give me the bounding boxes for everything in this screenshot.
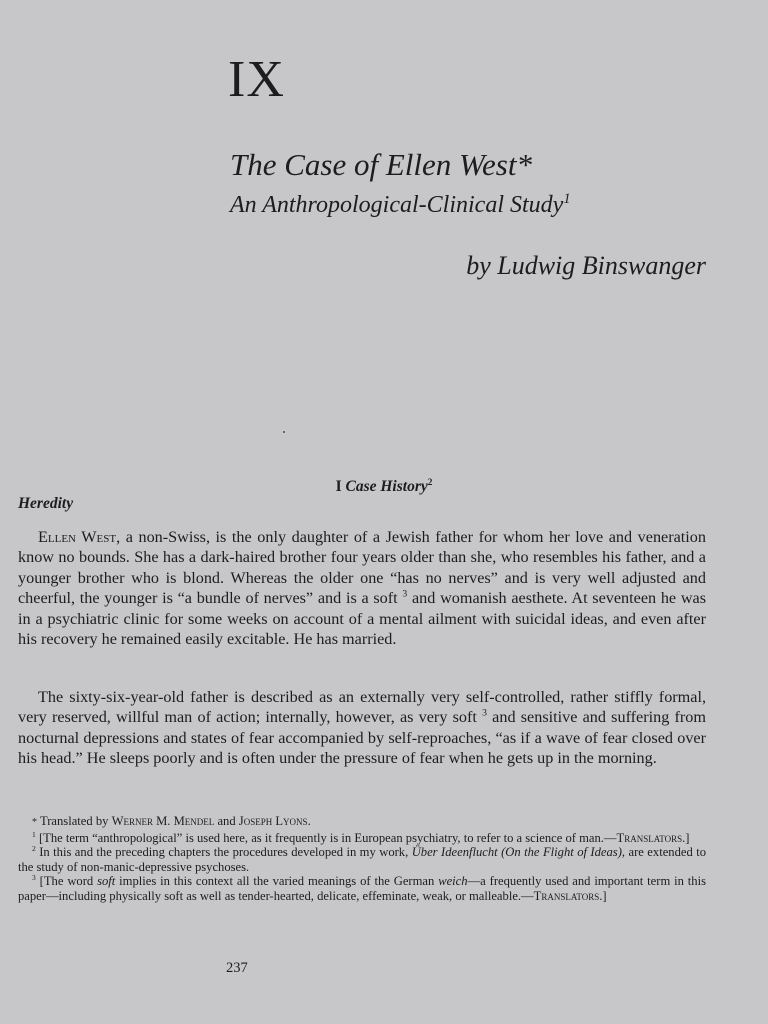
footnote-3-text-a: [The word	[39, 874, 98, 889]
footnote-2-work-title: Über Ideenflucht (On the Flight of Ideas)	[411, 845, 622, 860]
chapter-title	[230, 148, 532, 182]
footnote-ref-1[interactable]: 1	[563, 191, 571, 207]
footnote-star-name1: Werner M. Mendel	[111, 814, 215, 828]
footnote-3-credit: Translators	[533, 888, 600, 903]
paragraph-1-text-a: , a non-Swiss, is the only daughter of a Jewish father for whom her love and veneration know no bounds. She has a dark-haired brother four years older than she, who resembles his father, and a younger brother who is blond. Whereas the older one “has no nerves” and is very well adjusted and cheerful, the younger is “a bundle of nerves” and is a soft	[18, 528, 706, 608]
chapter-subtitle-text: An Anthropological-Clinical Study	[230, 192, 564, 218]
footnote-3-text-c: —a frequently used and important term in this paper—including physically soft as well as tender-hearted, delicate, effeminate, weak, or malleable.—	[18, 874, 706, 903]
footnote-3-word-weich: weich	[438, 874, 468, 889]
chapter-subtitle	[230, 192, 571, 218]
paragraph-2-text-b: and sensitive and suffering from nocturnal depressions and states of fear accompanied by self-reproaches, “as if a wave of fear closed over his head.” He sleeps poorly and is often under the pressure of fear when he gets up in the morning.	[18, 708, 706, 768]
footnote-star-name2: Joseph Lyons	[238, 814, 308, 828]
chapter-number: IX	[228, 51, 285, 108]
footnotes	[18, 814, 706, 904]
footnote-1	[18, 831, 706, 846]
chapter-title-mark: *	[516, 147, 532, 182]
footnote-star	[18, 814, 706, 831]
footnote-1-end: .]	[682, 830, 690, 845]
footnote-star-and: and	[214, 814, 239, 828]
footnote-star-text: Translated by	[39, 814, 112, 828]
footnote-3	[18, 874, 706, 903]
footnote-2-text-a: In this and the preceding chapters the procedures developed in my work,	[39, 845, 412, 860]
chapter-title-text: The Case of Ellen West	[230, 147, 517, 182]
footnote-3-end: .]	[599, 888, 607, 903]
footnote-1-mark: 1	[32, 829, 36, 839]
footnote-1-credit: Translators	[616, 830, 683, 845]
footnote-ref-2[interactable]: 2	[427, 477, 433, 488]
paragraph-2	[18, 687, 706, 769]
footnote-ref-3[interactable]: 3	[402, 588, 408, 600]
paragraph-1-lead: Ellen West	[38, 528, 117, 546]
footnote-1-text: [The term “anthropological” is used here, as it frequently is in European psychiatry, to refer to a science of man.—	[38, 830, 617, 845]
footnote-star-end: .	[307, 814, 311, 828]
page-number: 237	[226, 960, 248, 976]
footnote-3-mark: 3	[32, 873, 36, 883]
footnote-2-mark: 2	[32, 844, 36, 853]
footnote-3-word-soft: soft	[97, 874, 116, 889]
section-number: I	[335, 478, 342, 495]
section-heading	[0, 478, 768, 496]
subheading-heredity: Heredity	[18, 495, 74, 512]
footnote-ref-3b[interactable]: 3	[482, 708, 487, 720]
footnote-2	[18, 845, 706, 874]
paragraph-2-text-a: The sixty-six-year-old father is described as an externally very self-controlled, rather stiffly formal, very reserved, willful man of action; internally, however, as very soft	[18, 688, 706, 727]
footnote-3-text-b: implies in this context all the varied meanings of the German	[115, 874, 439, 889]
section-label: Case History	[345, 478, 428, 495]
paragraph-1	[18, 527, 706, 649]
paragraph-1-text-b: and womanish aesthete. At seventeen he was in a psychiatric clinic for some weeks on account of a mental ailment with suicidal ideas, and even after his recovery he remained easily excitable. He has married.	[18, 589, 707, 649]
footnote-star-mark: *	[32, 817, 38, 828]
footnote-2-text-b: , are extended to the study of non-manic-depressive psychoses.	[18, 845, 707, 874]
print-speck	[283, 431, 285, 433]
author-line: by Ludwig Binswanger	[466, 251, 706, 280]
